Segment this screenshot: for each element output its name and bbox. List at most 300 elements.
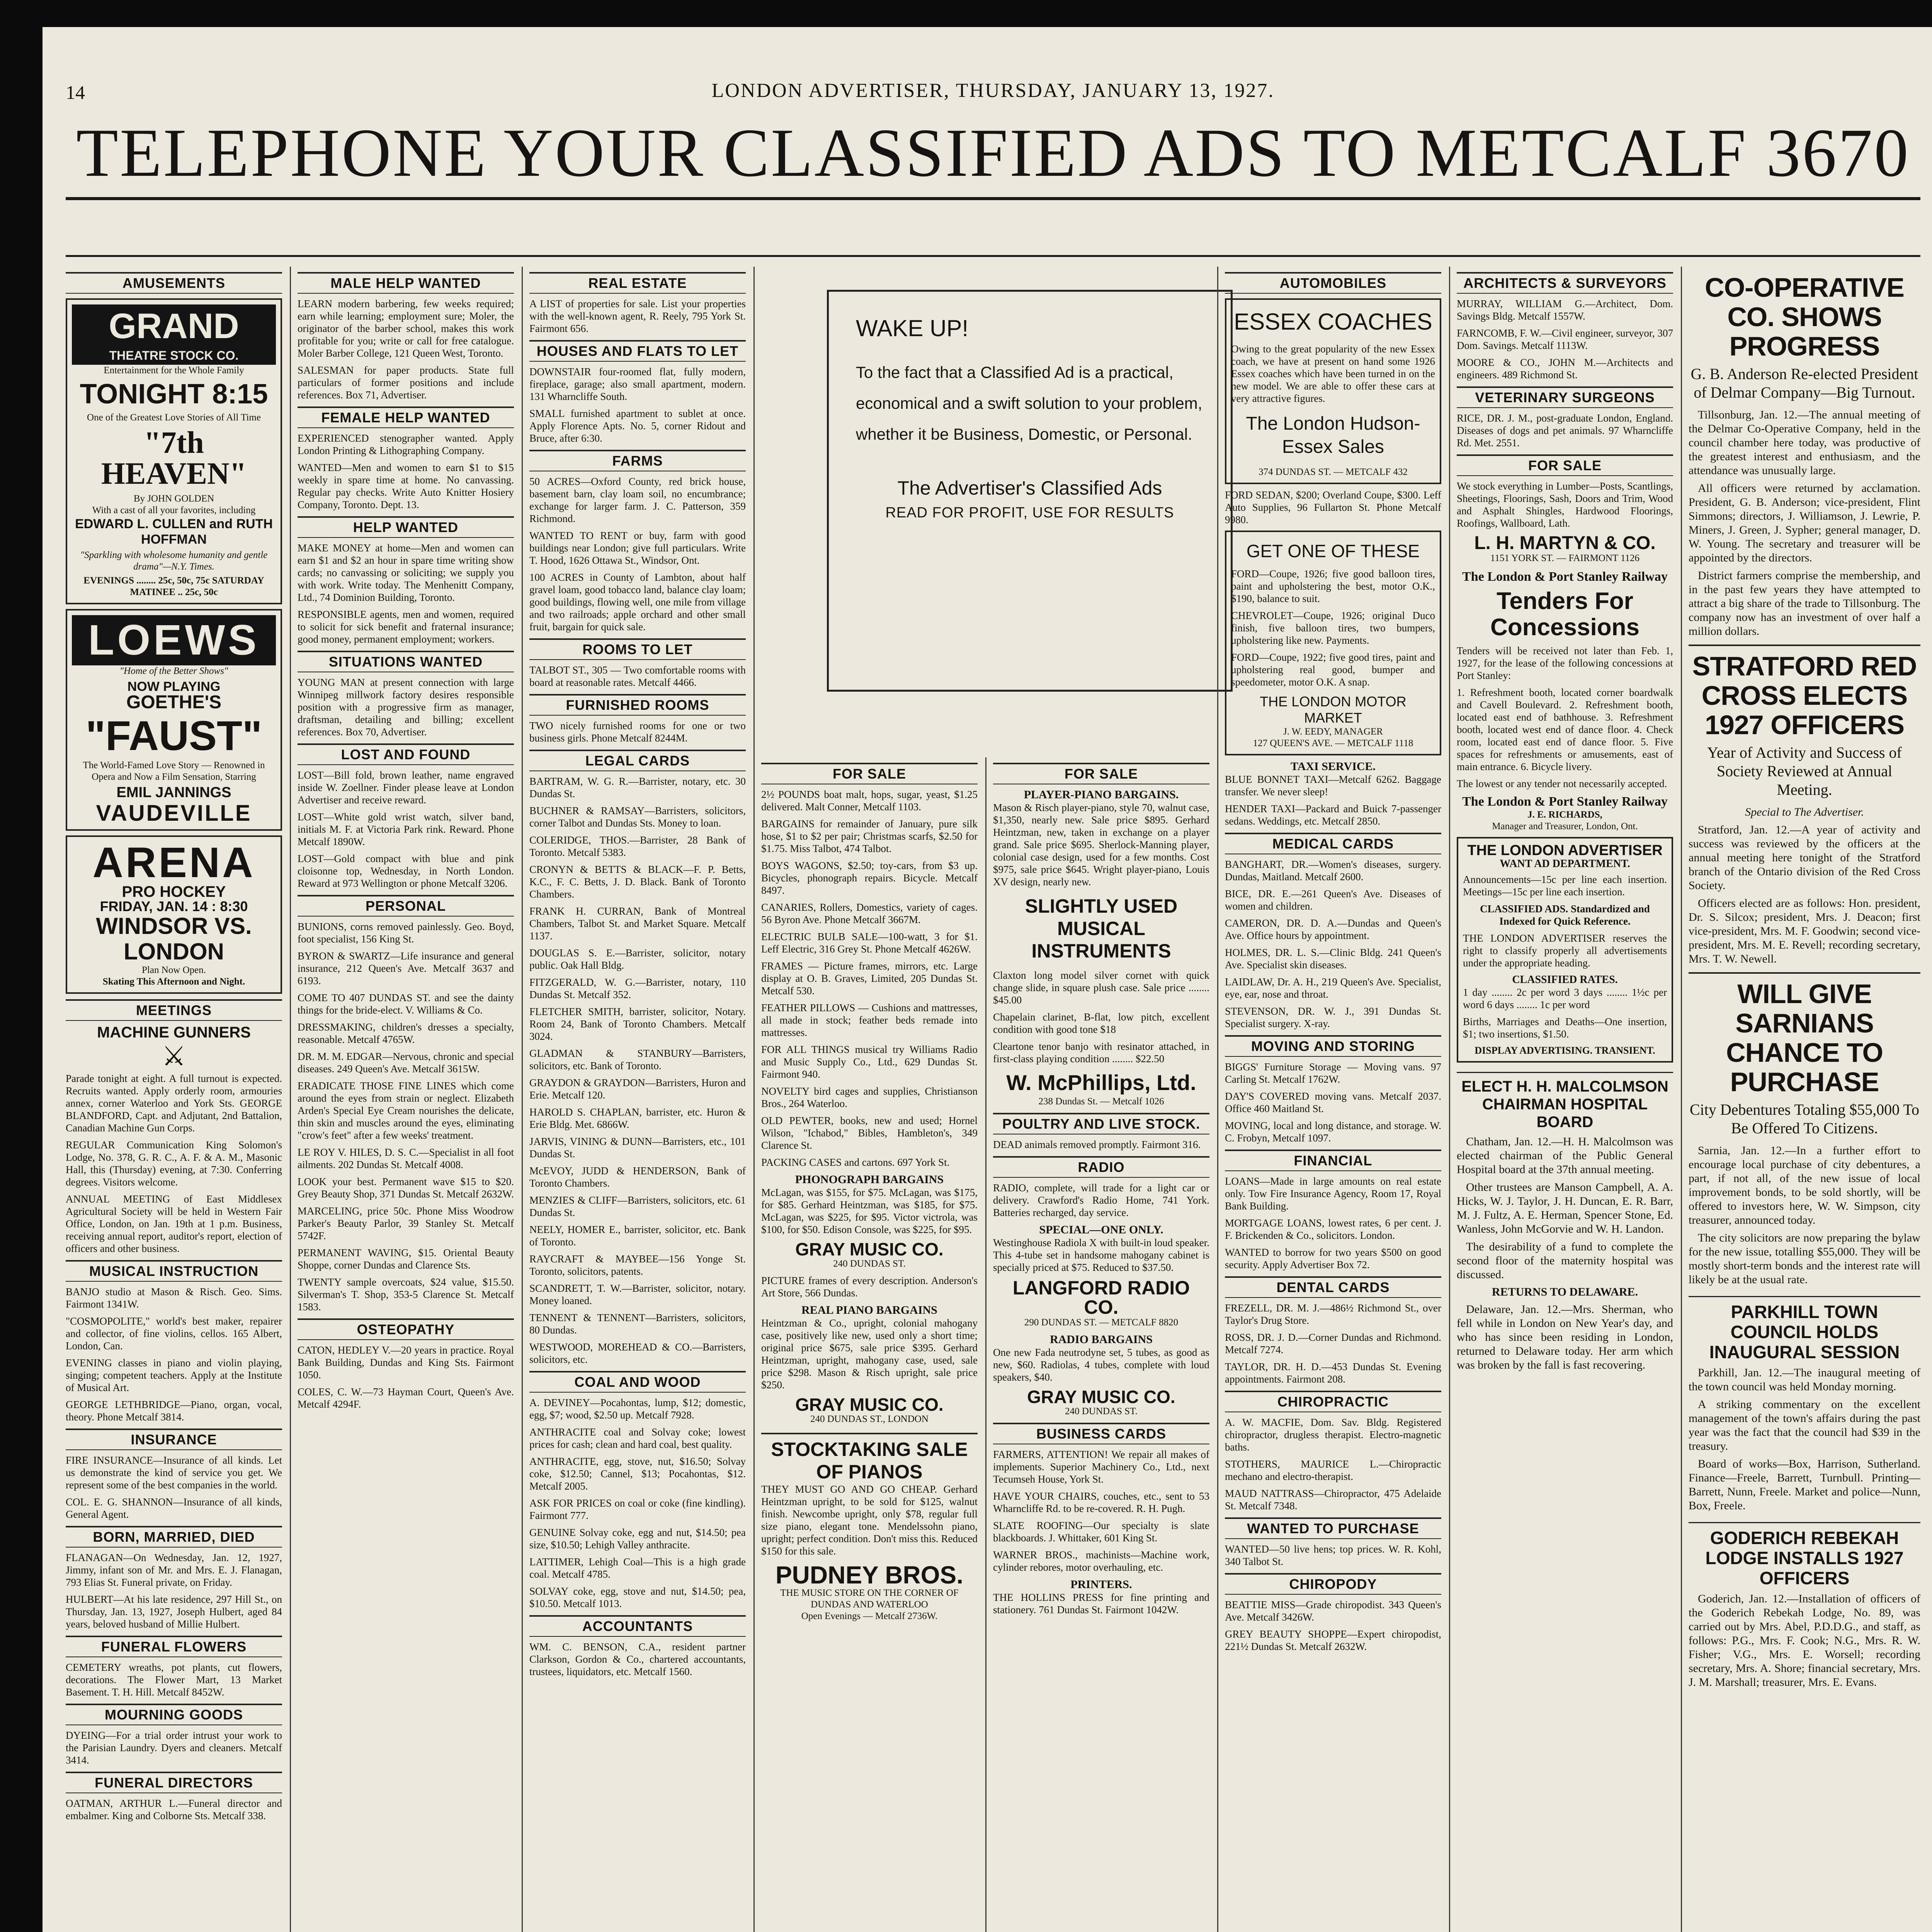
classified-ad: LATTIMER, Lehigh Coal—This is a high grade coal. Metcalf 4785. [529,1556,746,1580]
classified-ad: "COSMOPOLITE," world's best maker, repairer and collector, of fine violins, cellos. 165 Albert, London, Can. [66,1315,282,1352]
gray-music-name: GRAY MUSIC CO. [795,1239,944,1259]
news-credit: Special to The Advertiser. [1745,806,1864,818]
news-paragraph: Board of works—Box, Harrison, Sutherland. Finance—Freele, Barrett, Turnbull. Printing—Barrett, Nunn, Freele. Market and police—Nunn, Box, Freele. [1689,1458,1920,1512]
gray-music-address: 240 DUNDAS ST., LONDON [810,1414,929,1424]
skating-note: Skating This Afternoon and Night. [102,976,245,987]
game-date: FRIDAY, JAN. 14 : 8:30 [100,898,248,914]
column-for-sale [761,757,978,1622]
ticket-prices: EVENINGS ........ 25c, 50c, 75c SATURDAY MATINEE .. 25c, 50c [83,575,264,597]
section-heading: FARMS [529,450,746,471]
classified-ad: RESPONSIBLE agents, men and women, required to solicit for sick benefit and fraternal insurance; good money, permanent employment; workers. [298,609,514,645]
classified-ad: WM. C. BENSON, C.A., resident partner Clarkson, Gordon & Co., chartered accountants, trustees, liquidators, etc. Metcalf 1560. [529,1641,746,1677]
classified-ad: FORD SEDAN, $200; Overland Coupe, $300. Leff Auto Supplies, 96 Fullarton St. Phone Metcalf 9980. [1225,489,1441,526]
wake-up-tagline: READ FOR PROFIT, USE FOR RESULTS [885,505,1174,521]
column-rule [985,757,986,1932]
classified-ad: CEMETERY wreaths, pot plants, cut flowers, decorations. The Flower Mart, 13 Market Basement. T. H. Hill. Metcalf 8452W. [66,1662,282,1698]
classified-ad: CAMERON, DR. D. A.—Dundas and Queen's Ave. Office hours by appointment. [1225,917,1441,941]
classified-ad: PICTURE frames of every description. Anderson's Art Store, 566 Dundas. [761,1275,978,1299]
classified-ad: 1. Refreshment booth, located corner boardwalk and Cavell Boulevard. 2. Refreshment booth, located east end of bathhouse. 3. Refreshment booth, located west end of dance floor. 4. Check room, located east end of dance floor. 5. Five spaces for refreshments or amusements, east of main entrance. 6. Bicycle livery. [1457,687,1673,772]
section-heading: FUNERAL DIRECTORS [66,1772,282,1793]
classified-ad: MENZIES & CLIFF—Barristers, solicitors, etc. 61 Dundas St. [529,1194,746,1218]
faust-description: The World-Famed Love Story — Renowned in Opera and Now a Film Sensation, Starring [83,760,265,782]
grand-logo: GRAND [72,304,276,348]
classified-ad: GREY BEAUTY SHOPPE—Expert chiropodist, 221½ Dundas St. Metcalf 2632W. [1225,1628,1441,1652]
section-heading: FINANCIAL [1225,1150,1441,1171]
classified-ad: BIGGS' Furniture Storage — Moving vans. 97 Carling St. Metcalf 1762W. [1225,1061,1441,1085]
section-heading: FOR SALE [993,763,1209,784]
classified-ad: SMALL furnished apartment to sublet at once. Apply Florence Apts. No. 5, corner Ridout and Bruce, after 6:30. [529,408,746,444]
classified-ad: LEARN modern barbering, few weeks required; earn while learning; employment sure; Moler, the originator of the barber school, makes this work profitable for you; write or call for free catalogue. Moler Barber College, 121 Queen West, Toronto. [298,298,514,359]
classified-ad: BANGHART, DR.—Women's diseases, surgery. Dundas, Maitland. Metcalf 2600. [1225,859,1441,883]
classified-ad: SCANDRETT, T. W.—Barrister, solicitor, notary. Money loaned. [529,1282,746,1306]
motor-market-name: THE LONDON MOTOR MARKET [1260,694,1406,726]
column-real-estate [529,267,746,1682]
classified-ad: ANTHRACITE coal and Solvay coke; lowest prices for cash; clean and hard coal, best quality. [529,1426,746,1450]
section-heading: SITUATIONS WANTED [298,651,514,672]
classified-ad: NOVELTY bird cages and supplies, Christianson Bros., 264 Waterloo. [761,1085,978,1109]
classified-ad: TENNENT & TENNENT—Barristers, solicitors, 80 Dundas. [529,1312,746,1336]
taxi-heading: TAXI SERVICE. [1290,760,1376,773]
classified-ad: BARTRAM, W. G. R.—Barrister, notary, etc. 30 Dundas St. [529,776,746,799]
section-heading: ARCHITECTS & SURVEYORS [1457,272,1673,294]
phonograph-heading: PHONOGRAPH BARGAINS [795,1173,944,1186]
section-heading: MOVING AND STORING [1225,1035,1441,1057]
manager-name: J. E. RICHARDS, [1527,810,1602,820]
column-news [1689,267,1920,1693]
section-heading: PERSONAL [298,895,514,917]
page-number: 14 [66,82,85,103]
column-rule [1449,267,1450,1932]
section-heading: BORN, MARRIED, DIED [66,1526,282,1548]
classified-ad: TALBOT ST., 305 — Two comfortable rooms with board at reasonable rates. Metcalf 4466. [529,664,746,688]
classified-ad: ELECTRIC BULB SALE—100-watt, 3 for $1. Leff Electric, 316 Grey St. Phone Metcalf 4626W. [761,931,978,955]
display-heading: DISPLAY ADVERTISING. TRANSIENT. [1475,1045,1655,1056]
stocktaking-heading: STOCKTAKING SALE OF PIANOS [761,1433,978,1483]
classified-ad: CANARIES, Rollers, Domestics, variety of cages. 56 Byron Ave. Phone Metcalf 3667M. [761,901,978,925]
classified-ad: DYEING—For a trial order intrust your work to the Parisian Laundry. Dyers and cleaners. Metcalf 3414. [66,1730,282,1766]
classified-ad: ANTHRACITE, egg, stove, nut, $16.50; Solvay coke, $12.50; Cannel, $13; Pocahontas, $12. Metcalf 2005. [529,1456,746,1492]
section-heading: POULTRY AND LIVE STOCK. [993,1113,1209,1134]
mcphillips-address: 238 Dundas St. — Metcalf 1026 [1038,1096,1164,1107]
classified-ad: NEELY, HOMER E., barrister, solicitor, etc. Bank of Toronto. [529,1224,746,1248]
classified-ad: Claxton long model silver cornet with quick change slide, in square plush case. Sale price ........ $45.00 [993,969,1209,1006]
classified-ad: DR. M. M. EDGAR—Nervous, chronic and special diseases. 249 Queen's Ave. Metcalf 3615W. [298,1051,514,1075]
langford-address: 290 DUNDAS ST. — METCALF 8820 [1024,1317,1179,1328]
banner-headline: TELEPHONE YOUR CLASSIFIED ADS TO METCALF 3670 [76,114,1910,191]
classified-ad: MAKE MONEY at home—Men and women can earn $1 and $2 an hour in spare time writing show cards; no canvassing or soliciting; we supply you with work. Write today. The Menhenitt Company, Ltd., 74 Dominion Building, Toronto. [298,542,514,603]
news-headline: ELECT H. H. MALCOLMSON CHAIRMAN HOSPITAL BOARD [1457,1072,1673,1131]
classified-ad: LOANS—Made in large amounts on real estate only. Tow Fire Insurance Agency, Room 17, Royal Bank Building. [1225,1175,1441,1212]
classified-ad: WANTED TO RENT or buy, farm with good buildings near London; give full particulars. Write T. Hood, 1626 Ottawa St., Windsor, Ont. [529,530,746,566]
newspaper-page [43,27,1932,1932]
section-heading: MOURNING GOODS [66,1704,282,1725]
motor-market-manager: J. W. EEDY, MANAGER [1283,726,1383,737]
classified-ad: MARCELING, price 50c. Phone Miss Woodrow Parker's Beauty Parlor, 39 Stanley St. Metcalf 5742F. [298,1205,514,1242]
news-deck: Year of Activity and Success of Society Reviewed at Annual Meeting. [1707,744,1902,798]
column-help-wanted [298,267,514,1415]
motor-market-ad [1225,531,1441,755]
classified-ad: A LIST of properties for sale. List your properties with the well-known agent, R. Reely, 795 York St. Fairmont 656. [529,298,746,334]
classified-ad: DAY'S COVERED moving vans. Metcalf 2037. Office 460 Maitland St. [1225,1090,1441,1114]
classified-ad: RAYCRAFT & MAYBEE—156 Yonge St. Toronto, solicitors, patents. [529,1253,746,1277]
section-heading: MEDICAL CARDS [1225,833,1441,854]
wake-up-box [827,290,1233,692]
essex-text: Owing to the great popularity of the new Essex coach, we have at present on hand some 1926 Essex coaches which have been turned in on the new model. We are able to offer these cars at very attractive figures. [1231,343,1435,404]
arena-ad [66,835,282,994]
classified-ad: EVENING classes in piano and violin playing, singing; competent teachers. Apply at the Institute of Musical Art. [66,1357,282,1393]
essex-ad [1225,298,1441,484]
news-paragraph: Officers elected are as follows: Hon. president, Dr. S. Silcox; president, Mrs. J. Deacon; first vice-president, Mrs. M. F. Goodwin; second vice-president, Mrs. M. E. Revell; recording secretary, Mrs. T. W. Newell. [1689,897,1920,965]
news-headline: STRATFORD RED CROSS ELECTS 1927 OFFICERS [1689,645,1920,740]
classified-ad: SALESMAN for paper products. State full particulars of former positions and include references. Box 71, Advertiser. [298,364,514,401]
classified-ad: DRESSMAKING, children's dresses a specialty, reasonable. Metcalf 4765W. [298,1021,514,1045]
section-heading: FOR SALE [761,763,978,784]
classified-ad: OLD PEWTER, books, new and used; Hornel Wilson, "Ichabod," Bibles, Hambleton's, 349 Clarence St. [761,1115,978,1151]
section-heading: CHIROPRACTIC [1225,1391,1441,1412]
classified-ad: ERADICATE THOSE FINE LINES which come around the eyes from strain or neglect. Elizabeth Arden's Special Eye Cream nourishes the delicate, thin skin and muscles around the eyes, eliminating "crow's feet" after a few weeks' treatment. [298,1080,514,1141]
section-heading: FUNERAL FLOWERS [66,1636,282,1657]
classified-ad: The lowest or any tender not necessarily accepted. [1457,778,1667,789]
column-rule [522,267,523,1932]
classified-ad: FITZGERALD, W. G.—Barrister, notary, 110 Dundas St. Metcalf 352. [529,976,746,1000]
classified-ad: COME TO 407 DUNDAS ST. and see the dainty things for the bride-elect. V. Williams & Co. [298,992,514,1016]
classified-ad: BLUE BONNET TAXI—Metcalf 6262. Baggage transfer. We never sleep! [1225,774,1441,798]
goethe-label: GOETHE'S [126,692,222,713]
classified-ad: WANTED—Men and women to earn $1 to $15 weekly in spare time at home. No canvassing. Regular pay checks. Write Auto Knitter Hosiery Company, Toronto. Dept. 13. [298,462,514,510]
faust-star: EMIL JANNINGS [116,784,231,801]
grand-subtitle: THEATRE STOCK CO. [72,348,276,365]
classified-ad: FLANAGAN—On Wednesday, Jan. 12, 1927, Jimmy, infant son of Mr. and Mrs. E. J. Flanagan, 793 Elias St. Funeral private, on Friday. [66,1552,282,1588]
classified-ad: FEATHER PILLOWS — Cushions and mattresses, all made in stock; feather beds remade into mattresses. [761,1002,978,1038]
martyn-address: 1151 YORK ST. — FAIRMONT 1126 [1490,553,1640,563]
classified-ad: ASK FOR PRICES on coal or coke (fine kindling). Fairmont 777. [529,1497,746,1521]
player-piano-heading: PLAYER-PIANO BARGAINS. [1024,788,1179,801]
cast-names: EDWARD L. CULLEN and RUTH HOFFMAN [75,517,273,547]
classified-ad: HAVE YOUR CHAIRS, couches, etc., sent to 53 Wharncliffe Rd. to be re-covered. R. H. Pugh. [993,1490,1209,1514]
classified-ad: DOWNSTAIR four-roomed flat, fully modern, fireplace, garage; also small apartment, modern. 131 Wharncliffe South. [529,366,746,402]
plan-open: Plan Now Open. [142,965,206,975]
section-heading: LOST AND FOUND [298,743,514,765]
classified-ad: ANNUAL MEETING of East Middlesex Agricultural Society will be held in Western Fair Office, London, on Jan. 19th at 1 p.m. Business, receiving annual report, auditor's report, election of officers and other business. [66,1193,282,1254]
news-paragraph: Stratford, Jan. 12.—A year of activity and success was reviewed by the officers at the annual meeting here tonight of the Stratford branch of the Ontario division of the Red Cross Society. [1689,823,1920,892]
classified-ad: STOTHERS, MAURICE L.—Chiropractic mechano and electro-therapist. [1225,1458,1441,1482]
classified-ad: We stock everything in Lumber—Posts, Scantlings, Sheetings, Floorings, Sash, Doors and Trim, Wood and Asphalt Shingles, Hardwood Floorings, Roofings, Wallboard, Lath. [1457,480,1673,529]
classified-ad: MOORE & CO., JOHN M.—Architects and engineers. 489 Richmond St. [1457,357,1673,381]
classified-ad: FRAMES — Picture frames, mirrors, etc. Large display at O. B. Graves, Limited, 205 Dundas St. Metcalf 530. [761,960,978,997]
play-title: "7th HEAVEN" [101,426,247,491]
langford-name: LANGFORD RADIO CO. [1012,1277,1190,1318]
railway-name: The London & Port Stanley Railway [1462,570,1668,584]
section-heading: INSURANCE [66,1429,282,1450]
classified-ad: REGULAR Communication King Solomon's Lodge, No. 378, G. R. C., A. F. & A. M., Masonic Hall, this (Thursday) evening, at 7:30. Conferring degrees. Visitors welcome. [66,1139,282,1188]
pudney-phone: Open Evenings — Metcalf 2736W. [801,1611,938,1621]
classified-ad: Parade tonight at eight. A full turnout is expected. Recruits wanted. Apply orderly room, armouries annex, corner Waterloo and York Sts. GEORGE BLANDFORD, Capt. and Adjutant, 2nd Battalion, Canadian Machine Gun Corps. [66,1073,282,1134]
classified-ad: 2½ POUNDS boat malt, hops, sugar, yeast, $1.25 delivered. Malt Conner, Metcalf 1103. [761,789,978,813]
classified-ad: MOVING, local and long distance, and storage. W. C. Frobyn, Metcalf 1097. [1225,1120,1441,1144]
classified-ad: FREZELL, DR. M. J.—486½ Richmond St., over Taylor's Drug Store. [1225,1302,1441,1326]
classified-ad: EXPERIENCED stenographer wanted. Apply London Printing & Lithographing Company. [298,432,514,456]
classified-ad: FIRE INSURANCE—Insurance of all kinds. Let us demonstrate the kind of service you get. We represent some of the best companies in the world. [66,1454,282,1491]
classified-ad: A. W. MACFIE, Dom. Sav. Bldg. Registered chiropractor, drugless therapist. Electro-magnetic baths. [1225,1417,1441,1453]
classified-ad: LAIDLAW, Dr. A. H., 219 Queen's Ave. Specialist, eye, ear, nose and throat. [1225,976,1441,1000]
section-heading: ROOMS TO LET [529,638,746,660]
classified-ad: LOOK your best. Permanent wave $15 to $20. Grey Beauty Shop, 371 Dundas St. Metcalf 2632W. [298,1176,514,1200]
rates-heading: CLASSIFIED RATES. [1512,974,1618,986]
classified-ad: DOUGLAS S. E.—Barrister, solicitor, notary public. Oak Hall Bldg. [529,947,746,971]
classified-ad: FOR ALL THINGS musical try Williams Radio and Music Supply Co., Ltd., 629 Dundas St. Fairmont 940. [761,1044,978,1080]
gunners-heading: MACHINE GUNNERS [97,1024,251,1041]
classified-ad: LOST—White gold wrist watch, silver band, initials M. F. at Victoria Park rink. Reward. Phone Metcalf 1890W. [298,811,514,847]
classified-ad: One new Fada neutrodyne set, 5 tubes, as good as new, $60. Radiolas, 4 tubes, complete with loud speakers, $40. [993,1347,1209,1383]
news-headline: PARKHILL TOWN COUNCIL HOLDS INAUGURAL SESSION [1689,1296,1920,1362]
classified-ad: Announcements—15c per line each insertion. Meetings—15c per line each insertion. [1463,874,1667,898]
classified-ad: 100 ACRES in County of Lambton, about half gravel loam, good tobacco land, balance clay loam; good buildings, flowing well, one mile from village and two railroads; apple orchard and other small fruit, bargain for quick sale. [529,571,746,633]
hudson-name: The London Hudson-Essex Sales [1246,413,1420,457]
classified-ad: BOYS WAGONS, $2.50; toy-cars, from $3 up. Bicycles, phonograph repairs. Bicycle. Metcalf 8497. [761,860,978,896]
classified-ad: MORTGAGE LOANS, lowest rates, 6 per cent. J. F. Brickenden & Co., solicitors. London. [1225,1217,1441,1241]
loews-logo: LOEWS [72,615,276,665]
classified-ad: PACKING CASES and cartons. 697 York St. [761,1156,950,1168]
section-heading: ACCOUNTANTS [529,1615,746,1637]
classified-ad: THEY MUST GO AND GO CHEAP. Gerhard Heintzman upright, to be sold for $125, walnut finish. Newcombe upright, only $78, regular full size piano, elegant tone. Mendelssohn piano, upright; perfect condition. Don't miss this. Reduced $150 for this sale. [761,1483,978,1557]
classified-ad: CHEVROLET—Coupe, 1926; original Duco finish, five balloon tires, two bumpers, upholstering like new. Payments. [1231,610,1435,646]
news-paragraph: Chatham, Jan. 12.—H. H. Malcolmson was elected chairman of the Public General Hospital board at the 37th annual meeting. [1457,1135,1673,1176]
news-paragraph: Delaware, Jan. 12.—Mrs. Sherman, who fell while in London on New Year's day, and who has since been residing in London, returned to Delaware today. Her arm which was broken by the fall is fast recovering. [1457,1303,1673,1371]
news-paragraph: A striking commentary on the excellent management of the town's affairs during the past year was the fact that the council had $39 in the treasury. [1689,1398,1920,1452]
gray-music-name: GRAY MUSIC CO. [1027,1387,1175,1407]
banner-rule-bottom [66,255,1920,257]
section-heading: WANTED TO PURCHASE [1225,1517,1441,1539]
classified-ad: MAUD NATTRASS—Chiropractor, 475 Adelaide St. Metcalf 7348. [1225,1488,1441,1512]
special-heading: SPECIAL—ONE ONLY. [1039,1223,1163,1236]
classified-ad: YOUNG MAN at present connection with large Winnipeg millwork factory desires responsible position with a progressive firm as manager, draftsman, detailing and billing; excellent references. Box 70, Advertiser. [298,677,514,738]
section-heading: CHIROPODY [1225,1573,1441,1595]
classified-ad: JARVIS, VINING & DUNN—Barristers, etc., 101 Dundas St. [529,1136,746,1160]
classified-ad: COLES, C. W.—73 Hayman Court, Queen's Ave. Metcalf 4294F. [298,1386,514,1410]
news-paragraph: The desirability of a fund to complete the second floor of the maternity hospital was discussed. [1457,1240,1673,1281]
news-headline: WILL GIVE SARNIANS CHANCE TO PURCHASE [1689,972,1920,1097]
classified-ad: WANTED to borrow for two years $500 on good security. Apply Advertiser Box 72. [1225,1247,1441,1270]
arena-logo: ARENA [92,839,255,886]
classified-ad: BARGAINS for remainder of January, pure silk hose, $1 to $2 per pair; Christmas scarfs, $2.50 for $1.75. Miss Talbot, 474 Talbot. [761,818,978,854]
classified-ad: HULBERT—At his late residence, 297 Hill St., on Thursday, Jan. 13, 1927, Joseph Hulbert, aged 84 years, beloved husband of Millie Hulbert. [66,1594,282,1630]
classified-ad: BICE, DR. E.—261 Queen's Ave. Diseases of women and children. [1225,888,1441,912]
classified-ad: GENUINE Solvay coke, egg and nut, $14.50; pea size, $10.50; Lehigh Valley anthracite. [529,1527,746,1551]
column-rule [1217,267,1218,1932]
section-heading: REAL ESTATE [529,272,746,294]
classified-ad: COL. E. G. SHANNON—Insurance of all kinds, General Agent. [66,1496,282,1520]
faust-title: "FAUST" [85,712,262,759]
section-heading: HOUSES AND FLATS TO LET [529,340,746,362]
now-playing: NOW PLAYING [127,679,221,694]
news-paragraph: Goderich, Jan. 12.—Installation of officers of the Goderich Rebekah Lodge, No. 89, was carried out by Mrs. Abel, P.D.D.G., and staff, as follows: P.G., Mrs. F. Cook; N.G., Mrs. R. W. Fisher; V.G., Mrs. E. Worsell; recording secretary, Mrs. A. Shore; financial secretary, Mrs. J. M. Marshall; treasurer, Mrs. E. Evans. [1689,1592,1920,1689]
loews-theatre-ad [66,609,282,831]
pro-hockey: PRO HOCKEY [122,883,226,900]
classified-ad: BEATTIE MISS—Grade chiropodist. 343 Queen's Ave. Metcalf 3426W. [1225,1599,1441,1623]
play-intro: One of the Greatest Love Stories of All Time [87,412,261,423]
classified-ad: Mason & Risch player-piano, style 70, walnut case, $1,350, nearly new. Sale price $895. Gerhard Heintzman, new, taken in exchange on a player grand. Sale price $695. Sherlock-Manning player, colonial case design, used for a few months. Cost $975, sale price $645. Wright player-piano, Louis XV design, nearly new. [993,802,1209,888]
martyn-name: L. H. MARTYN & CO. [1474,533,1656,553]
section-heading: LEGAL CARDS [529,750,746,771]
railway-name: The London & Port Stanley Railway [1462,794,1668,809]
classified-ad: BYRON & SWARTZ—Life insurance and general insurance, 212 Queen's Ave. Metcalf 3637 and 6193. [298,950,514,986]
news-deck: G. B. Anderson Re-elected President of Delmar Company—Big Turnout. [1690,365,1918,401]
tenders-heading: Tenders For Concessions [1490,588,1639,641]
section-heading: MALE HELP WANTED [298,272,514,294]
classified-ad: COLERIDGE, THOS.—Barrister, 28 Bank of Toronto. Metcalf 5383. [529,834,746,858]
want-ad-dept: WANT AD DEPARTMENT. [1500,858,1630,870]
classified-ad: HAROLD S. CHAPLAN, barrister, etc. Huron & Erie Bldg. Met. 6866W. [529,1106,746,1130]
play-blurb: "Sparkling with wholesome humanity and gentle drama"—N.Y. Times. [80,550,268,572]
news-subhead: RETURNS TO DELAWARE. [1492,1286,1638,1298]
news-headline: GODERICH REBEKAH LODGE INSTALLS 1927 OFFICERS [1689,1522,1920,1588]
pudney-name: PUDNEY BROS. [775,1561,964,1589]
classified-ad: McLagan, was $155, for $75. McLagan, was $175, for $85. Gerhard Heintzman, was $185, for $75. McLagan, was $225, for $95. Victor victrola, was $100, for $50. Edison Console, was $225, for $95. [761,1187,978,1235]
classified-ad: Heintzman & Co., upright, colonial mahogany case, positively like new, used only a short time; original price $675, sale price $395. Gerhard Heintzman, upright, mahogany case, used, sale price $298. Mason & Risch upright, sale price $250. [761,1317,978,1391]
news-paragraph: Parkhill, Jan. 12.—The inaugural meeting of the town council was held Monday morning. [1689,1366,1920,1393]
masthead [43,27,1932,104]
column-musical-radio [993,757,1209,1621]
classified-ad: MURRAY, WILLIAM G.—Architect, Dom. Savings Bldg. Metcalf 1557W. [1457,298,1673,322]
classified-ad: BANJO studio at Mason & Risch. Geo. Sims. Fairmont 1341W. [66,1286,282,1310]
classified-ad: CLASSIFIED ADS. Standardized and Indexed for Quick Reference. [1480,903,1650,927]
classified-ad: TWO nicely furnished rooms for one or two business girls. Phone Metcalf 8244M. [529,720,746,744]
column-rule [290,267,291,1932]
news-paragraph: Sarnia, Jan. 12.—In a further effort to encourage local purchase of city debentures, a part, if not all, of the new issue of local improvement bonds, to be sold shortly, will be offered to investors here, W. W. Simpson, city treasurer, announced today. [1689,1144,1920,1226]
section-heading: OSTEOPATHY [298,1318,514,1340]
advertiser-name: THE LONDON ADVERTISER [1467,842,1663,859]
classified-ad: ROSS, DR. J. D.—Corner Dundas and Richmond. Metcalf 7274. [1225,1332,1441,1355]
section-heading: MUSICAL INSTRUCTION [66,1260,282,1282]
section-heading: BUSINESS CARDS [993,1423,1209,1444]
classified-ad: RADIO, complete, will trade for a light car or delivery. Crawford's Radio Home, 741 York. Batteries recharged, day service. [993,1182,1209,1218]
printers-heading: PRINTERS. [1070,1578,1132,1591]
classified-ad: THE LONDON ADVERTISER reserves the right to classify properly all advertisements under the appropriate heading. [1463,932,1667,969]
classified-ad: GLADMAN & STANBURY—Barristers, solicitors, etc. Bank of Toronto. [529,1048,746,1071]
section-heading: HELP WANTED [298,516,514,538]
radio-bargains-heading: RADIO BARGAINS [1050,1333,1153,1346]
classified-ad: FARNCOMB, F. W.—Civil engineer, surveyor, 307 Dom. Savings. Metcalf 1113W. [1457,327,1673,351]
want-ad-department-box [1457,837,1673,1063]
hudson-address: 374 DUNDAS ST. — METCALF 432 [1259,467,1408,477]
wake-up-text: To the fact that a Classified Ad is a practical, economical and a swift solution to your problem, whether it be Business, Domestic, or Personal. [856,363,1202,443]
classified-ad: BUNIONS, corns removed painlessly. Geo. Boyd, foot specialist, 156 King St. [298,921,514,945]
classified-ad: WANTED—50 live hens; top prices. W. R. Kohl, 340 Talbot St. [1225,1543,1441,1567]
column-rule [753,267,755,1932]
classified-ad: FORD—Coupe, 1926; five good balloon tires, paint and upholstering the best, motor O.K., $190, balance to suit. [1231,568,1435,604]
tonight-label: TONIGHT 8:15 [80,379,268,410]
section-heading: FOR SALE [1457,454,1673,476]
gray-music-address: 240 DUNDAS ST. [833,1259,906,1269]
wake-up-heading: WAKE UP! [856,315,969,341]
section-heading: AUTOMOBILES [1225,272,1441,294]
section-heading: DENTAL CARDS [1225,1276,1441,1298]
cast-intro: With a cast of all your favorites, including [92,505,256,515]
section-heading: MEETINGS [66,999,282,1021]
classified-ad: RICE, DR. J. M., post-graduate London, England. Diseases of dogs and pet animals. 97 Wharncliffe Rd. Met. 2551. [1457,412,1673,449]
grand-theatre-ad [66,298,282,604]
classified-ad: FARMERS, ATTENTION! We repair all makes of implements. Superior Machinery Co., Ltd., next Tecumseh House, York St. [993,1449,1209,1485]
piano-heading: REAL PIANO BARGAINS [801,1304,937,1316]
banner-rule-top [66,197,1920,200]
classified-ad: FORD—Coupe, 1922; five good tires, paint and upholstering real good, bumper and speedometer, motor O.K. A snap. [1231,651,1435,688]
classified-ad: BUCHNER & RAMSAY—Barristers, solicitors, corner Talbot and Dundas Sts. Money to loan. [529,805,746,829]
classified-ad: Births, Marriages and Deaths—One insertion, $1; two insertions, $1.50. [1463,1016,1667,1040]
classified-ad: TWENTY sample overcoats, $24 value, $15.50. Silverman's T. Shop, 353-5 Clarence St. Metcalf 1583. [298,1276,514,1313]
classified-ad: HOLMES, DR. L. S.—Clinic Bldg. 241 Queen's Ave. Specialist skin diseases. [1225,947,1441,971]
running-head: LONDON ADVERTISER, THURSDAY, JANUARY 13, 1927. [711,80,1275,102]
classified-ad: FRANK H. CURRAN, Bank of Montreal Chambers, Talbot St. and Market Square. Metcalf 1137. [529,905,746,942]
mcphillips-name: W. McPhillips, Ltd. [1006,1070,1196,1095]
crossed-guns-icon: ⚔ [162,1042,186,1071]
classified-ad: CATON, HEDLEY V.—20 years in practice. Royal Bank Building, Dundas and King Sts. Fairmont 1050. [298,1344,514,1381]
classified-ad: DEAD animals removed promptly. Fairmont 316. [993,1139,1201,1150]
section-heading: VETERINARY SURGEONS [1457,386,1673,408]
vaudeville-label: VAUDEVILLE [96,801,252,826]
classified-ad: THE HOLLINS PRESS for fine printing and stationery. 761 Dundas St. Fairmont 1042W. [993,1592,1209,1616]
wake-up-title: The Advertiser's Classified Ads [897,477,1162,499]
classified-ad: WESTWOOD, MOREHEAD & CO.—Barristers, solicitors, etc. [529,1341,746,1365]
classified-ad: TAYLOR, DR. H. D.—453 Dundas St. Evening appointments. Fairmont 208. [1225,1361,1441,1385]
classified-ad: Cleartone tenor banjo with resinator attached, in first-class playing condition ........ $22.50 [993,1041,1209,1065]
classified-ad: Westinghouse Radiola X with built-in loud speaker. This 4-tube set in handsome mahogany cabinet is specially priced at $75. Reduced to $37.50. [993,1237,1209,1273]
play-author: By JOHN GOLDEN [133,493,214,504]
matchup: WINDSOR VS. LONDON [96,913,252,964]
classified-ad: McEVOY, JUDD & HENDERSON, Bank of Toronto Chambers. [529,1165,746,1189]
classified-ad: HENDER TAXI—Packard and Buick 7-passenger sedans. Weddings, etc. Metcalf 2850. [1225,803,1441,827]
classified-ad: STEVENSON, DR. W. J., 391 Dundas St. Specialist surgery. X-ray. [1225,1005,1441,1029]
loews-tagline: "Home of the Better Shows" [119,666,228,676]
classified-ad: CRONYN & BETTS & BLACK—F. P. Betts, K.C., F. C. Betts, J. D. Black. Bank of Toronto Chambers. [529,864,746,900]
classified-ad: Tenders will be received not later than Feb. 1, 1927, for the lease of the following concessions at Port Stanley: [1457,645,1673,681]
news-headline: CO-OPERATIVE CO. SHOWS PROGRESS [1705,272,1904,361]
news-paragraph: The city solicitors are now preparing the bylaw for the new issue, totalling $55,000. They will be mostly short-term bonds and the interest rate will likely be at the usual rate. [1689,1231,1920,1286]
motor-market-address: 127 QUEEN'S AVE. — METCALF 1118 [1253,738,1413,748]
classified-ad: LE ROY V. HILES, D. S. C.—Specialist in all foot ailments. 202 Dundas St. Metcalf 4008. [298,1146,514,1170]
classified-ad: Chapelain clarinet, B-flat, low pitch, excellent condition with good tone $18 [993,1011,1209,1035]
classified-ad: GEORGE LETHBRIDGE—Piano, organ, vocal, theory. Phone Metcalf 3814. [66,1399,282,1423]
essex-heading: ESSEX COACHES [1234,309,1432,335]
news-paragraph: Tillsonburg, Jan. 12.—The annual meeting of the Delmar Co-Operative Company, held in the council chamber here today, was productive of the greatest interest and enthusiasm, and the attendance was unusually large. [1689,408,1920,477]
classified-ad: 50 ACRES—Oxford County, red brick house, basement barn, clay loam soil, no encumbrance; exchange for larger farm. J. C. Patterson, 359 Richmond. [529,476,746,524]
section-heading: FURNISHED ROOMS [529,694,746,716]
pudney-tagline: THE MUSIC STORE ON THE CORNER OF DUNDAS AND WATERLOO [780,1588,959,1610]
section-heading: FEMALE HELP WANTED [298,406,514,428]
used-instruments-heading: SLIGHTLY USED MUSICAL INSTRUMENTS [1025,895,1178,962]
gray-music-address: 240 DUNDAS ST. [1065,1406,1138,1417]
classified-ad: LOST—Bill fold, brown leather, name engraved inside W. Zoellner. Finder please leave at London Advertiser and receive reward. [298,769,514,806]
classified-ad: 1 day ........ 2c per word 3 days ........ 1½c per word 6 days ........ 1c per word [1463,986,1667,1010]
news-deck: City Debentures Totaling $55,000 To Be Offered To Citizens. [1690,1101,1919,1137]
classified-ad: LOST—Gold compact with blue and pink cloisonne top, Wednesday, in North London. Reward at 973 Wellington or phone Metcalf 3206. [298,853,514,889]
classified-ad: A. DEVINEY—Pocahontas, lump, $12; domestic, egg, $7; wood, $2.50 up. Metcalf 7928. [529,1397,746,1421]
classified-ad: PERMANENT WAVING, $15. Oriental Beauty Shoppe, corner Dundas and Clarence Sts. [298,1247,514,1271]
section-heading: AMUSEMENTS [66,272,282,294]
column-automobiles [1225,267,1441,1657]
get-one-heading: GET ONE OF THESE [1246,541,1420,561]
classified-ad: SOLVAY coke, egg, stove and nut, $14.50; pea, $10.50. Metcalf 1013. [529,1585,746,1609]
classified-ad: FLETCHER SMITH, barrister, solicitor, Notary. Room 24, Bank of Toronto Chambers. Metcalf 3024. [529,1006,746,1042]
column-rule [1681,267,1682,1932]
section-heading: COAL AND WOOD [529,1371,746,1393]
gray-music-name: GRAY MUSIC CO. [795,1395,944,1415]
news-paragraph: Other trustees are Manson Campbell, A. A. Hicks, W. J. Taylor, J. H. Duncan, E. R. Barr, M. J. Fultz, A. E. Herman, Spencer Stone, Ed. Wanless, John McGorvie and W. H. Landon. [1457,1181,1673,1235]
classified-ad: GRAYDON & GRAYDON—Barristers, Huron and Erie. Metcalf 120. [529,1077,746,1101]
manager-title: Manager and Treasurer, London, Ont. [1492,821,1638,832]
grand-tagline: Entertainment for the Whole Family [104,365,244,376]
news-paragraph: All officers were returned by acclamation. President, G. B. Anderson; vice-president, Flint Simmons; directors, J. Williamson, J. Lewrie, P. Miners, J. Green, J. Sypher; general manager, D. W. Young. The secretary and treasurer will be appointed by the directors. [1689,482,1920,564]
column-professional [1457,267,1673,1376]
